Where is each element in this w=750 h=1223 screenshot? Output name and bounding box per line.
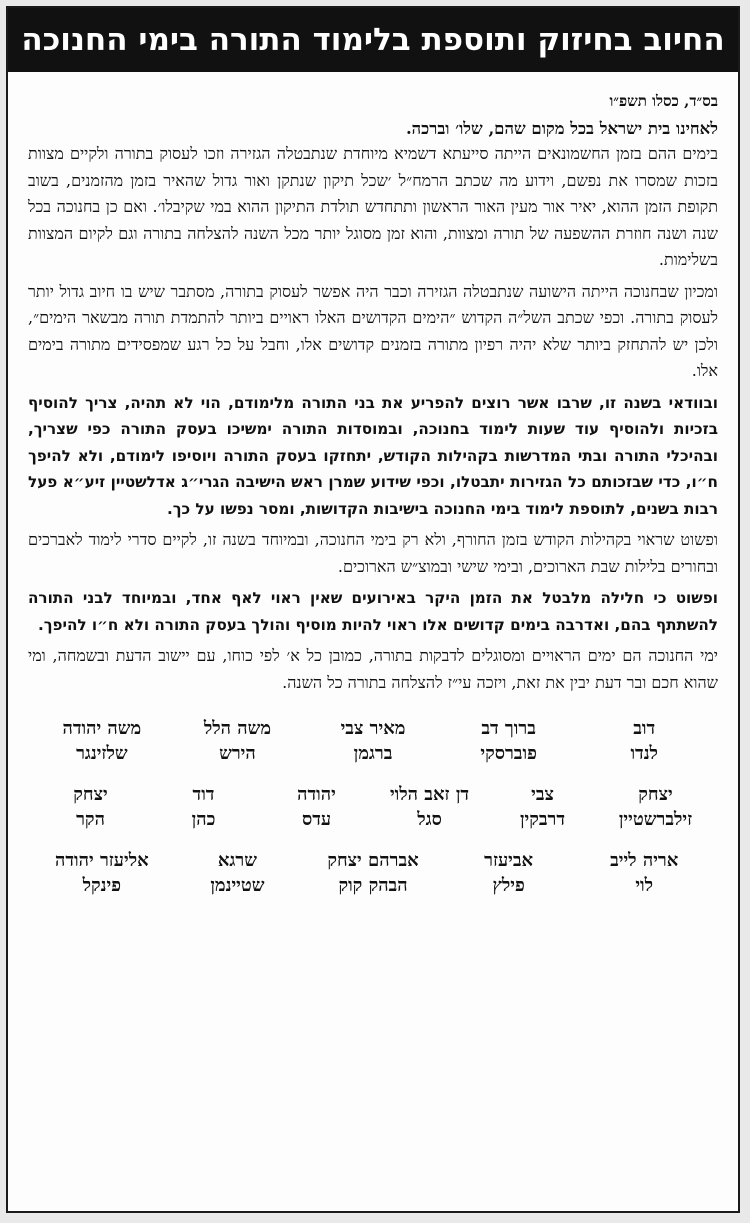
signature [260, 782, 373, 832]
signature-first-name: שרגא [217, 850, 257, 871]
paragraph-1: בימים ההם בזמן החשמונאים הייתה סייעתא דשמיא מיוחדת שנתבטלה הגזירה וזכו לעסוק בתורה ולקיים מצוות בזכות שמסרו את נפשם, וידוע מה שכתב הרמח״ל ׳שכל תיקון שנתקן ואור גדול שהאיר בזמן מהזמנים, בשוב תקופת הזמן ההוא, יאיר אור מעין האור הראשון ותתחדש תולדת התיקון ההוא במי שקיבלו׳. ואם כן בחנוכה בכל שנה ושנה חוזרת ההשפעה של תורה ומצוות, והוא זמן מסוגל יותר מכל השנה להצלחה בתורה וגם לקיום המצוות בשלימות. [28, 144, 719, 269]
signature [576, 716, 712, 766]
paragraph-3: ובוודאי בשנה זו, שרבו אשר רוצים להפריע את בני התורה מלימודם, הוי לא תהיה, צריך להוסיף בזכיות ולהוסיף עוד שעות לימוד בחנוכה, ובמוסדות התורה ימשיכו בעסק התורה כפי שצריך, ובהיכלי התורה ובתי המדרשות בקהילות הקודש, יתחזקו בעסק התורה ויוסיפו לימודם, ולא להיפך ח״ו, כדי שבזכותם כל הגזירות יתבטלו, וכפי שידוע שמרן ראש הישיבה הגרי״ג אדלשטיין זיע״א פעל רבות בשנים, לתוספת לימוד בימי החנוכה בישיבות הקדושות, ומסר נפשו על כך. [28, 393, 718, 518]
signature-row [34, 782, 712, 832]
signature-first-name: משה יהודה [62, 718, 142, 739]
signature-first-name: דן זאב הלוי [389, 784, 470, 805]
notice-title: החיוב בחיזוק ותוספת בלימוד התורה בימי החנוכה [21, 22, 725, 58]
signature [170, 716, 306, 766]
signature-last-name: לוי [635, 875, 654, 896]
signature-last-name: פינקל [82, 875, 122, 896]
signature [599, 782, 712, 832]
signature [34, 782, 147, 832]
signature [441, 716, 577, 766]
signature-last-name: שטיינמן [210, 875, 265, 896]
signature-last-name: הירש [219, 743, 256, 764]
paragraph-6: ימי החנוכה הם ימים הראויים ומסוגלים לדבקות בתורה, כמובן כל א׳ לפי כוחו, עם יישוב הדעת ובשמחה, ומי שהוא חכם ובר דעת יבין את זאת, ויזכה עי״ז להצלחה בתורה כל השנה. [28, 646, 719, 692]
notice-page [6, 6, 740, 1213]
signature-first-name: יצחק [638, 784, 673, 805]
signature-row [34, 848, 712, 898]
signature-last-name: זילברשטיין [618, 809, 693, 830]
letter-body [8, 72, 738, 898]
signature [576, 848, 712, 898]
signature-first-name: אליעזר יהודה [54, 850, 149, 871]
signature-first-name: ברוך דב [481, 718, 536, 739]
paragraph-5: ופשוט כי חלילה מלבטל את הזמן היקר באירועים שאין ראוי לאף אחד, ובמיוחד לבני התורה להשתתף בהם, ואדרבה בימים קדושים אלו ראוי להיות מוסיף והולך בעסק התורה ולא ח״ו להיפך. [28, 589, 718, 634]
signature-row [34, 716, 712, 766]
signature-last-name: דרבקין [519, 809, 566, 830]
signature-last-name: עדס [301, 809, 332, 830]
signature-last-name: פוברסקי [480, 743, 537, 764]
signature [486, 782, 599, 832]
signature-last-name: ברגמן [353, 743, 393, 764]
signature-last-name: כהן [191, 809, 216, 830]
signature [441, 848, 577, 898]
signature-first-name: אברהם יצחק [327, 850, 419, 871]
signature [373, 782, 486, 832]
signature [305, 716, 441, 766]
signature-last-name: הקר [76, 809, 105, 830]
signature-first-name: דוב [633, 718, 656, 739]
signature-first-name: מאיר צבי [340, 718, 406, 739]
signature-first-name: יהודה [297, 784, 336, 805]
dateline: בס״ד, כסלו תשפ״ו [609, 92, 718, 110]
signature [305, 848, 441, 898]
signature-last-name: לנדו [630, 743, 658, 764]
signature-last-name: סגל [417, 809, 442, 830]
signature-first-name: משה הלל [203, 718, 272, 739]
signature [34, 716, 170, 766]
signature-last-name: פילץ [492, 875, 525, 896]
signature-last-name: הבהק קוק [338, 875, 408, 896]
signature [34, 848, 170, 898]
signatures-block [28, 716, 718, 898]
signature-first-name: דוד [192, 784, 215, 805]
signature-first-name: יצחק [73, 784, 108, 805]
salutation: לאחינו בית ישראל בכל מקום שהם, שלו׳ וברכה. [405, 119, 718, 138]
notice-title-bar [8, 8, 738, 72]
signature-first-name: אביעזר [484, 850, 534, 871]
paragraph-2: ומכיון שבחנוכה הייתה הישועה שנתבטלה הגזירה וכבר היה אפשר לעסוק בתורה, מסתבר שיש בו חיוב גדול יותר לעסוק בתורה. וכפי שכתב השל״ה הקדוש ״הימים הקדושים האלו ראויים ביותר להתמדת תורה מבשאר הימים״, ולכן יש להתחזק ביותר שלא יהיה רפיון מתורה בזמנים קדושים אלו, וחבל על כל רגע שמפסידים מתורה בימים אלו. [28, 281, 719, 380]
signature-last-name: שלזינגר [76, 743, 128, 764]
signature [170, 848, 306, 898]
signature-first-name: אריה לייב [610, 850, 679, 871]
signature [147, 782, 260, 832]
signature-first-name: צבי [531, 784, 554, 805]
paragraph-4: ופשוט שראוי בקהילות הקודש בזמן החורף, ולא רק בימי החנוכה, ובמיוחד בשנה זו, לקיים סדרי לימוד לאברכים ובחורים בלילות שבת הארוכים, ובימי שישי ובמוצ״ש הארוכים. [28, 530, 718, 576]
